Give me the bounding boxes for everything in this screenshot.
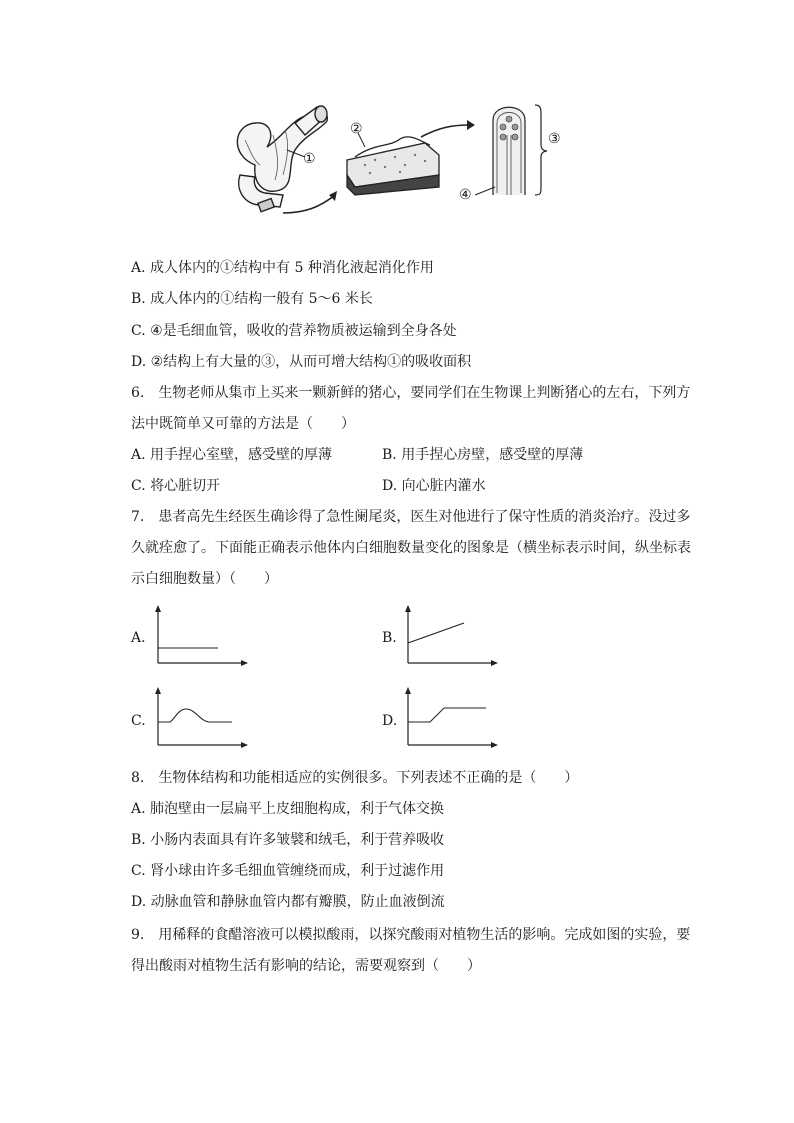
q5-option-d: D. ②结构上有大量的③，从而可增大结构①的吸收面积 bbox=[131, 354, 472, 370]
q7-graph-a-plot bbox=[150, 605, 250, 667]
q8-option-d: D. 动脉血管和静脉血管内都有瓣膜，防止血液倒流 bbox=[131, 894, 445, 910]
figure-label-1: ① bbox=[303, 151, 316, 167]
q5-option-a: A. 成人体内的①结构中有 5 种消化液起消化作用 bbox=[131, 260, 434, 276]
intestine-figure bbox=[225, 95, 575, 225]
q7-graph-d-label: D. bbox=[382, 713, 398, 729]
q6-option-c: C. 将心脏切开 bbox=[131, 478, 221, 494]
q9-stem-line1: 9. 用稀释的食醋溶液可以模拟酸雨，以探究酸雨对植物生活的影响。完成如图的实验，要 bbox=[131, 927, 691, 943]
figure-label-3: ③ bbox=[548, 131, 561, 147]
q6-option-d: D. 向心脏内灌水 bbox=[382, 478, 486, 494]
q7-graph-d bbox=[400, 687, 500, 749]
q6-stem-line1: 6. 生物老师从集市上买来一颗新鲜的猪心，要同学们在生物课上判断猪心的左右，下列方 bbox=[131, 385, 691, 401]
q7-stem-line2: 久就痊愈了。下面能正确表示他体内白细胞数量变化的图象是（横坐标表示时间，纵坐标表 bbox=[131, 540, 691, 556]
q8-option-c: C. 肾小球由许多毛细血管缠绕而成，利于过滤作用 bbox=[131, 863, 445, 879]
q7-graph-c bbox=[150, 687, 250, 749]
q9-stem-line2: 得出酸雨对植物生活有影响的结论，需要观察到（ ） bbox=[131, 958, 481, 974]
q7-stem-line3: 示白细胞数量）（ ） bbox=[131, 571, 278, 587]
figure-label-4: ④ bbox=[459, 187, 472, 203]
figure-label-2: ② bbox=[350, 121, 363, 137]
q8-option-a: A. 肺泡壁由一层扁平上皮细胞构成，利于气体交换 bbox=[131, 801, 445, 817]
q7-graph-a-label: A. bbox=[131, 630, 146, 646]
q7-graph-b-label: B. bbox=[382, 630, 397, 646]
q6-option-a: A. 用手捏心室壁，感受壁的厚薄 bbox=[131, 447, 333, 463]
q6-option-b: B. 用手捏心房壁，感受壁的厚薄 bbox=[382, 447, 584, 463]
q7-graph-c-plot bbox=[150, 687, 250, 749]
q6-stem-line2: 法中既简单又可靠的方法是（ ） bbox=[131, 416, 355, 432]
q7-graph-b-plot bbox=[400, 605, 500, 667]
q7-graph-c-label: C. bbox=[131, 713, 146, 729]
q7-graph-b bbox=[400, 605, 500, 667]
intestine-figure-drawing bbox=[225, 95, 575, 225]
q5-option-c: C. ④是毛细血管，吸收的营养物质被运输到全身各处 bbox=[131, 323, 457, 339]
q7-stem-line1: 7. 患者高先生经医生确诊得了急性阑尾炎，医生对他进行了保守性质的消炎治疗。没过多 bbox=[131, 509, 691, 525]
q7-graph-d-plot bbox=[400, 687, 500, 749]
q7-graph-a bbox=[150, 605, 250, 667]
q8-stem: 8. 生物体结构和功能相适应的实例很多。下列表述不正确的是（ ） bbox=[131, 770, 579, 786]
q8-option-b: B. 小肠内表面具有许多皱襞和绒毛，利于营养吸收 bbox=[131, 832, 445, 848]
q5-option-b: B. 成人体内的①结构一般有 5～6 米长 bbox=[131, 291, 373, 307]
